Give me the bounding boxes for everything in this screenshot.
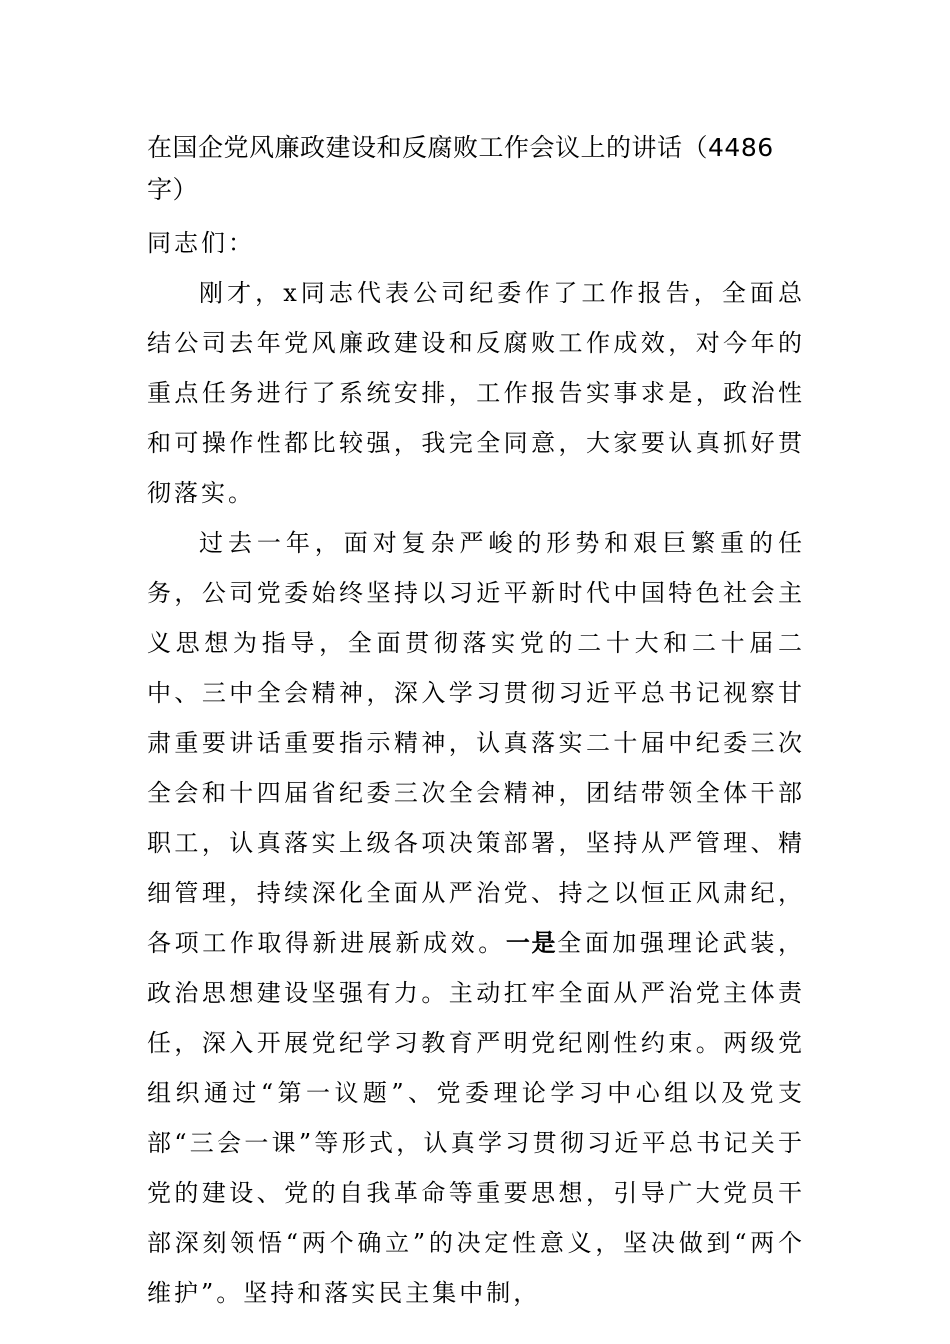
- paragraph-2-text-2: 全面加强理论武装，政治思想建设坚强有力。主动扛牢全面从严治党主体责任，深入开展党纪学习教育严明党纪刚性约束。两级党组织通过“第一议题”、党委理论学习中心组以及党支部“三会一课”等形式，认真学习贯彻习近平总书记关于党的建设、党的自我革命等重要思想，引导广大党员干部深刻领悟“两个确立”的决定性意义，坚决做到“两个维护”。坚持和落实民主集中制，: [147, 929, 806, 1307]
- paragraph-2-text-1: 过去一年，面对复杂严峻的形势和艰巨繁重的任务，公司党委始终坚持以习近平新时代中国特色社会主义思想为指导，全面贯彻落实党的二十大和二十届二中、三中全会精神，深入学习贯彻习近平总书记视察甘肃重要讲话重要指示精神，认真落实二十届中纪委三次全会和十四届省纪委三次全会精神，团结带领全体干部职工，认真落实上级各项决策部署，坚持从严管理、精细管理，持续深化全面从严治党、持之以恒正风肃纪，各项工作取得新进展新成效。: [147, 529, 805, 957]
- paragraph-2: [147, 518, 805, 1318]
- paragraph-1: 刚才，x同志代表公司纪委作了工作报告，全面总结公司去年党风廉政建设和反腐败工作成效，对今年的重点任务进行了系统安排，工作报告实事求是，政治性和可操作性都比较强，我完全同意，大家要认真抓好贯彻落实。: [147, 279, 805, 507]
- document-body: [147, 127, 805, 1318]
- paragraph-2-bold-lead: 一是: [505, 929, 558, 957]
- salutation: 同志们：: [147, 229, 255, 257]
- document-title: 在国企党风廉政建设和反腐败工作会议上的讲话（4486字）: [147, 133, 774, 204]
